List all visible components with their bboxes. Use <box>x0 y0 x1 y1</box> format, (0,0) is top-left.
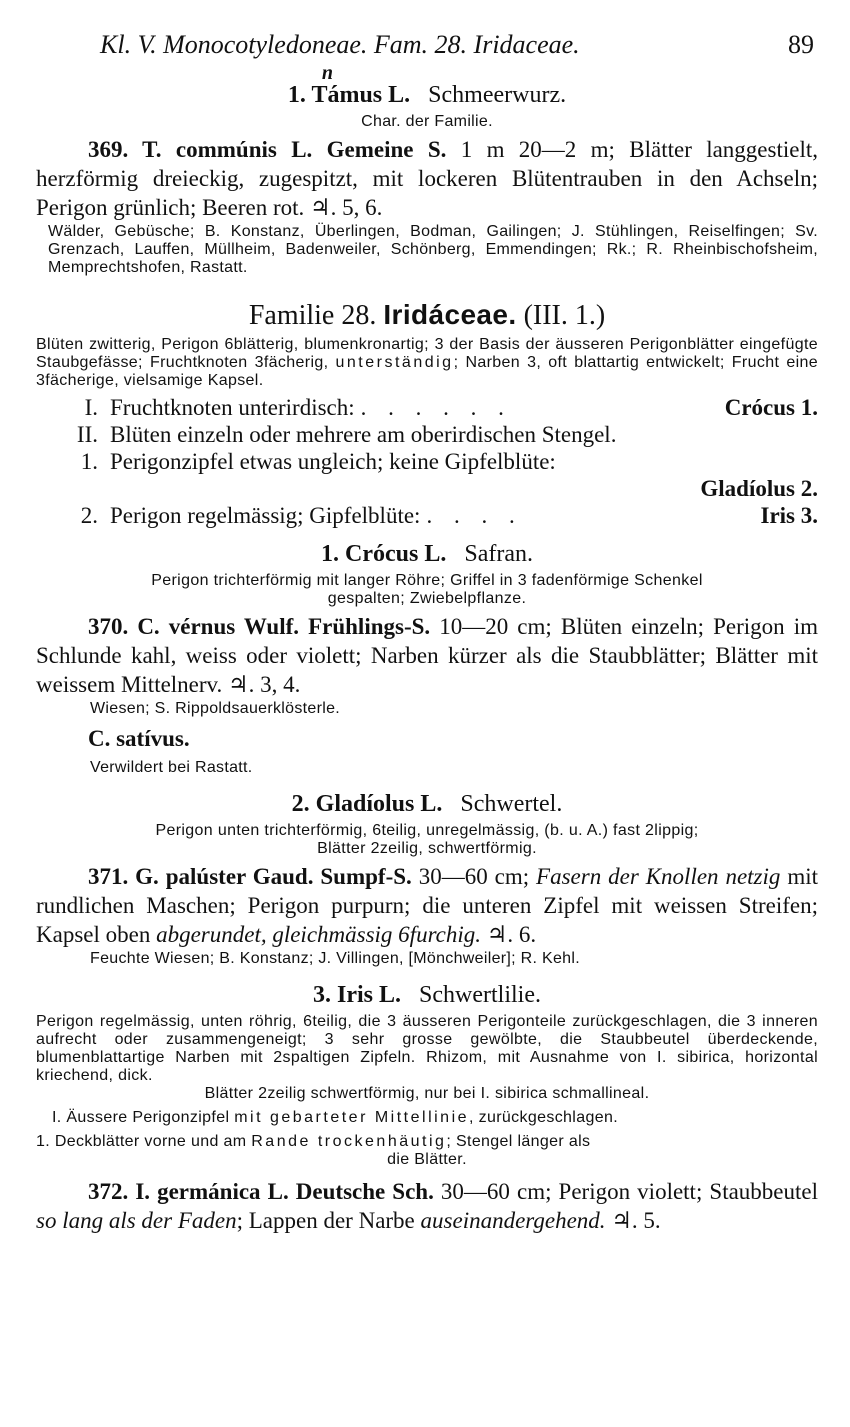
key-result: Iris 3. <box>760 503 818 528</box>
genus-heading-crocus <box>36 541 818 568</box>
key-result-line <box>36 475 818 502</box>
running-header-title: Kl. V. Monocotyledoneae. Fam. 28. Iridaceae. <box>100 30 580 59</box>
genus-description: Perigon unten trichterförmig, 6teilig, unregelmässig, (b. u. A.) fast 2lippig; Blätter 2zeilig, schwertförmig. <box>155 822 699 857</box>
key-row <box>36 448 818 475</box>
species-localities: Verwildert bei Rastatt. <box>90 759 253 776</box>
species-description: 1 m 20—2 m; Blätter langgestielt, herzförmig dreieckig, zugespitzt, mit lockeren Blütentrauben in den Achseln; Perigon grünlich; Beeren rot. ♃. 5, 6. <box>36 137 818 220</box>
italic-emphasis: Fasern der Knollen netzig <box>536 864 781 889</box>
species-description: 10—20 cm; Blüten einzeln; Perigon im Schlunde kahl, weiss oder violett; Narben kürzer als die Staubblätter; Blätter mit weissem Mittelnerv. ♃. 3, 4. <box>36 614 819 697</box>
key-label: 2. <box>80 503 98 528</box>
genus-key <box>36 394 818 529</box>
handwritten-correction: n <box>321 62 334 84</box>
page-number: 89 <box>788 30 814 59</box>
italic-emphasis: so lang als der Faden <box>36 1208 237 1233</box>
genus-heading-bold: 1. Crócus L. <box>321 541 447 567</box>
species-localities: Feuchte Wiesen; B. Konstanz; J. Villingen, [Mönchweiler]; R. Kehl. <box>90 950 580 967</box>
species-localities: Wälder, Gebüsche; B. Konstanz, Überlingen, Bodman, Gailingen; J. Stühlingen, Reiselfingen; Sv. Grenzach, Lauffen, Müllheim, Badenweiler, Schönberg, Emmendingen; Rk.; R. Rheinbischofsheim, Memprechtshofen, Rastatt. <box>48 223 818 276</box>
genus-common-name: Safran. <box>464 541 533 567</box>
key-text: Fruchtknoten unterirdisch: . . . . . . <box>110 395 512 420</box>
italic-emphasis: abgerundet, gleichmässig 6furchig. <box>156 922 482 947</box>
iris-key-line: I. Äussere Perigonzipfel mit gebarteter Mittellinie, zurückgeschlagen. <box>52 1109 618 1126</box>
genus-heading-gladiolus <box>36 791 818 818</box>
key-text: Perigonzipfel etwas ungleich; keine Gipfelblüte: <box>110 449 556 474</box>
genus-heading-bold: 3. Iris L. <box>313 982 402 1008</box>
family-suffix: (III. 1.) <box>523 300 606 331</box>
iris-key-line: 1. Deckblätter vorne und am Rande trockenhäutig; Stengel länger als die Blätter. <box>36 1133 591 1168</box>
running-header <box>100 30 814 60</box>
family-heading <box>36 299 818 332</box>
emphasis-spaced: mit gebarteter Mittellinie <box>234 1109 470 1126</box>
species-name: 370. C. vérnus Wulf. Frühlings-S. <box>88 614 431 639</box>
species-entry-369 <box>36 135 818 222</box>
genus-common-name: Schwertlilie. <box>419 982 541 1008</box>
genus-heading-tamus <box>36 62 818 109</box>
family-name: Iridáceae. <box>383 299 517 330</box>
emphasis-spaced: Rande trockenhäutig <box>251 1133 447 1150</box>
species-entry-372: 372. I. germánica L. Deutsche Sch. 30—60 cm; Perigon violett; Staubbeutel so lang als der Faden; Lappen der Narbe auseinandergehend. ♃. 5. <box>36 1179 818 1233</box>
family-prefix: Familie 28. <box>248 300 377 331</box>
species-entry-371: 371. G. palúster Gaud. Sumpf-S. 30—60 cm; Fasern der Knollen netzig mit rundlichen Maschen; Perigon purpurn; die unteren Zipfel mit weissen Streifen; Kapsel oben abgerundet, gleichmässig 6furchig. ♃. 6. <box>36 864 818 947</box>
species-name: 372. I. germánica L. Deutsche Sch. <box>88 1179 434 1204</box>
genus-description: Perigon regelmässig, unten röhrig, 6teilig, die 3 äusseren Perigonteile zurückgeschlagen, die 3 inneren aufrecht oder zusammengeneigt; 3 sehr grosse gewölbte, die Staubbeutel überdeckende, blumenblattartige Narben mit 2spaltigen Zipfeln. Rhizom, mit Ausnahme von I. sibirica, horizontal kriechend, dick. Blätter 2zeilig schwertförmig, nur bei I. sibirica schmallineal. <box>36 1013 818 1102</box>
key-row <box>36 502 818 529</box>
family-description: Blüten zwitterig, Perigon 6blätterig, blumenkronartig; 3 der Basis der äusseren Perigonblätter eingefügte Staubgefässe; Fruchtknoten 3fächerig, unterständig; Narben 3, oft blattartig entwickelt; Frucht eine 3fächerige, vielsamige Kapsel. <box>36 336 819 389</box>
genus-heading-bold: 2. Gladíolus L. <box>291 791 443 817</box>
key-label: II. <box>76 422 98 447</box>
genus-heading-bold: 1. Támus L. n <box>287 62 411 108</box>
species-entry-370 <box>36 612 818 699</box>
species-entry-sativus <box>36 724 818 753</box>
species-name: 369. T. commúnis L. Gemeine S. <box>88 137 447 162</box>
key-label: 1. <box>80 449 98 474</box>
genus-common-name: Schwertel. <box>460 791 563 817</box>
genus-heading-iris <box>36 982 818 1009</box>
species-name: 371. G. palúster Gaud. Sumpf-S. <box>88 864 412 889</box>
key-row <box>36 421 818 448</box>
italic-emphasis: auseinandergehend. <box>420 1208 606 1233</box>
species-name: C. satívus. <box>88 726 190 751</box>
key-label: I. <box>84 395 98 420</box>
key-result: Crócus 1. <box>724 395 818 420</box>
genus-character-note: Char. der Familie. <box>361 113 493 130</box>
genus-description: Perigon trichterförmig mit langer Röhre; Griffel in 3 fadenförmige Schenkel gespalten; Zwiebelpflanze. <box>151 572 703 607</box>
species-localities: Wiesen; S. Rippoldsauerklösterle. <box>90 700 341 717</box>
genus-common-name: Schmeerwurz. <box>428 82 567 108</box>
key-row <box>36 394 818 421</box>
key-text: Blüten einzeln oder mehrere am oberirdischen Stengel. <box>110 422 617 447</box>
key-result: Gladíolus 2. <box>700 476 818 501</box>
emphasis-spaced: unterständig <box>335 354 454 371</box>
key-text: Perigon regelmässig; Gipfelblüte: . . . . <box>110 503 523 528</box>
